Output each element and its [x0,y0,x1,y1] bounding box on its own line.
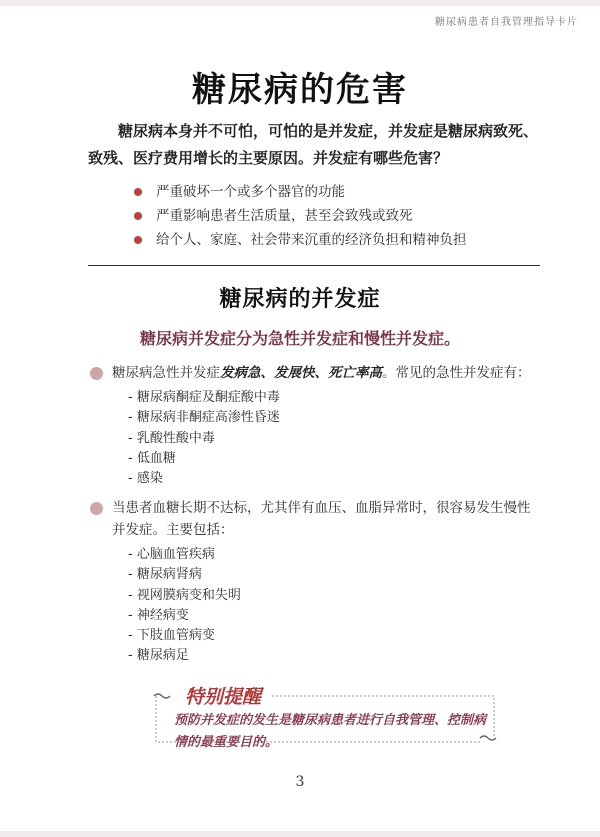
bullet-dot-icon [134,212,142,220]
bottom-strip [0,831,600,837]
acute-description: 糖尿病急性并发症发病急、发展快、死亡率高。常见的急性并发症有： [112,365,531,381]
section2-title: 糖尿病的并发症 [219,287,381,312]
harm-list [134,180,467,252]
list-item: - 视网膜病变和失明 [128,587,241,603]
acute-complications [90,362,540,489]
list-item: - 糖尿病足 [128,648,189,664]
list-item: 给个人、家庭、社会带来沉重的经济负担和精神负担 [134,228,467,252]
acute-list [128,388,540,489]
top-bar [0,0,600,30]
bullet-dot-icon [90,367,103,380]
list-item: - 糖尿病非酮症高渗性昏迷 [128,410,280,426]
list-item: 严重破坏一个或多个器官的功能 [134,180,467,204]
list-item: 严重影响患者生活质量，甚至会致残或致死 [134,204,467,228]
list-item: - 感染 [128,471,163,487]
chronic-complications [90,497,540,667]
reminder-title: 特别提醒 [180,682,266,709]
bullet-dot-icon [90,502,103,515]
chronic-list [128,545,540,667]
list-item: - 糖尿病酮症及酮症酸中毒 [128,390,280,405]
special-reminder-box [144,682,498,750]
top-strip [0,0,600,6]
page-number: 3 [295,774,305,790]
list-item: - 下肢血管病变 [128,628,215,644]
chronic-description: 当患者血糖长期不达标，尤其伴有血压、血脂异常时，很容易发生慢性并发症。主要包括： [112,500,531,538]
section1-title: 糖尿病的危害 [192,70,408,110]
running-header: 糖尿病患者自我管理指导卡片 [435,17,578,28]
section1-intro: 糖尿病本身并不可怕，可怕的是并发症，并发症是糖尿病致死、致残、医疗费用增长的主要原因。并发症有哪些危害？ [88,122,539,167]
list-item: - 低血糖 [128,450,176,466]
list-item: - 心脑血管疾病 [128,547,215,562]
section2-subtitle: 糖尿病并发症分为急性并发症和慢性并发症。 [139,329,460,348]
list-item: - 乳酸性酸中毒 [128,430,215,446]
list-item: - 神经病变 [128,607,189,623]
bullet-dot-icon [134,188,142,196]
reminder-text: 预防并发症的发生是糖尿病患者进行自我管理、控制病情的最重要目的。 [174,713,487,750]
bullet-dot-icon [134,236,142,244]
section-divider [88,265,540,266]
list-item: - 糖尿病肾病 [128,567,202,583]
acute-emphasis: 发病急、发展快、死亡率高 [220,365,382,381]
